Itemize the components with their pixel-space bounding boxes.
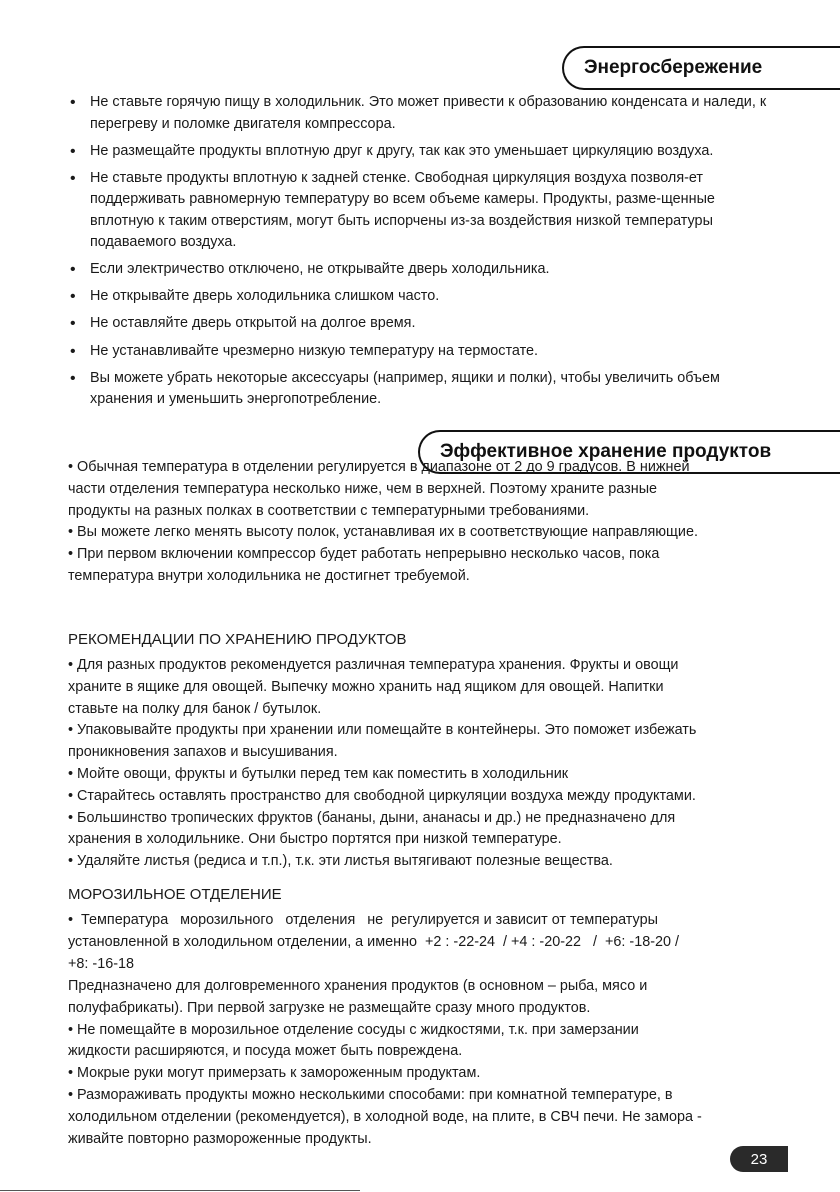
list-item: • Не устанавливайте чрезмерно низкую температуру на термостате. (62, 341, 774, 363)
text-line: хранения в холодильнике. Они быстро портятся при низкой температуре. (68, 831, 562, 848)
text-line: храните в ящике для овощей. Выпечку можно хранить над ящиком для овощей. Напитки (68, 678, 664, 695)
energy-saving-title: Энергосбережение (562, 46, 840, 90)
freezer-temperature-paragraph (68, 910, 798, 975)
bottom-divider (0, 1190, 360, 1191)
text-line: • Для разных продуктов рекомендуется различная температура хранения. Фрукты и овощи (68, 657, 679, 673)
text-line: холодильном отделении (рекомендуется), в холодной воде, на плите, в СВЧ печи. Не замора - (68, 1108, 702, 1125)
list-item: • Не размещайте продукты вплотную друг к другу, так как это уменьшает циркуляцию воздуха. (62, 141, 774, 163)
text-line: установленной в холодильном отделении, а именно +2 : -22-24 / +4 : -20-22 / +6: -18-20 / (68, 933, 679, 950)
text-line: • Не помещайте в морозильное отделение сосуды с жидкостями, т.к. при замерзании (68, 1021, 639, 1038)
text-line: продукты на разных полках в соответствии с температурными требованиями. (68, 502, 590, 519)
text-line: • Мокрые руки могут примерзать к замороженным продуктам. (68, 1065, 481, 1082)
recommendations-paragraph (68, 655, 798, 873)
freezer-heading: МОРОЗИЛЬНОЕ ОТДЕЛЕНИЕ (68, 886, 282, 903)
text-line: • Большинство тропических фруктов (бананы, дыни, ананасы и др.) не предназначено для (68, 809, 676, 826)
page-number: 23 (730, 1146, 788, 1172)
text-line: • Размораживать продукты можно несколькими способами: при комнатной температуре, в (68, 1086, 673, 1103)
list-item: • Вы можете убрать некоторые аксессуары (например, ящики и полки), чтобы увеличить объем хранения и уменьшить энергопотребление. (62, 368, 774, 411)
text-line: жидкости расширяются, и посуда может быть повреждена. (68, 1043, 463, 1060)
text-line: • Вы можете легко менять высоту полок, устанавливая их в соответствующие направляющие. (68, 524, 698, 541)
list-item: • Не оставляйте дверь открытой на долгое время. (62, 313, 774, 335)
text-line: температура внутри холодильника не достигнет требуемой. (68, 567, 470, 584)
text-line: • Упаковывайте продукты при хранении или помещайте в контейнеры. Это поможет избежать (68, 722, 697, 739)
list-item: • Не ставьте горячую пищу в холодильник. Это может привести к образованию конденсата и наледи, к перегреву и поломке двигателя компрессора. (62, 92, 774, 135)
text-line: Предназначено для долговременного хранения продуктов (в основном – рыба, мясо и (68, 978, 648, 994)
list-item: • Если электричество отключено, не открывайте дверь холодильника. (62, 259, 774, 281)
recommendations-heading: РЕКОМЕНДАЦИИ ПО ХРАНЕНИЮ ПРОДУКТОВ (68, 631, 407, 648)
text-line: • Температура морозильного отделения не регулируется и зависит от температуры (68, 912, 658, 928)
list-item: • Не ставьте продукты вплотную к задней стенке. Свободная циркуляция воздуха позволя-ет поддерживать равномерную температуру во всем объеме камеры. Продукты, разме-щенные вплотную к таким отверстиям, могут быть испорчены из-за воздействия низкой температуры подаваемого воздуха. (62, 168, 774, 254)
list-item: • Не открывайте дверь холодильника слишком часто. (62, 286, 774, 308)
text-line: • Мойте овощи, фрукты и бутылки перед тем как поместить в холодильник (68, 765, 569, 782)
text-line: +8: -16-18 (68, 955, 135, 972)
text-line: • Обычная температура в отделении регулируется в диапазоне от 2 до 9 градусов. В нижней (68, 459, 690, 475)
text-line: • Старайтесь оставлять пространство для свободной циркуляции воздуха между продуктами. (68, 787, 696, 804)
text-line: ставьте на полку для банок / бутылок. (68, 700, 322, 717)
freezer-paragraph (68, 976, 798, 1150)
storage-title: Эффективное хранение продуктов (418, 430, 840, 474)
energy-saving-list (62, 92, 774, 416)
text-line: • Удаляйте листья (редиса и т.п.), т.к. эти листья вытягивают полезные вещества. (68, 853, 613, 870)
storage-intro-paragraph (68, 457, 798, 588)
text-line: части отделения температура несколько ниже, чем в верхней. Поэтому храните разные (68, 480, 658, 497)
text-line: • При первом включении компрессор будет работать непрерывно несколько часов, пока (68, 546, 660, 563)
text-line: живайте повторно размороженные продукты. (68, 1130, 372, 1147)
text-line: полуфабрикаты). При первой загрузке не размещайте сразу много продуктов. (68, 999, 591, 1016)
text-line: проникновения запахов и высушивания. (68, 744, 338, 761)
